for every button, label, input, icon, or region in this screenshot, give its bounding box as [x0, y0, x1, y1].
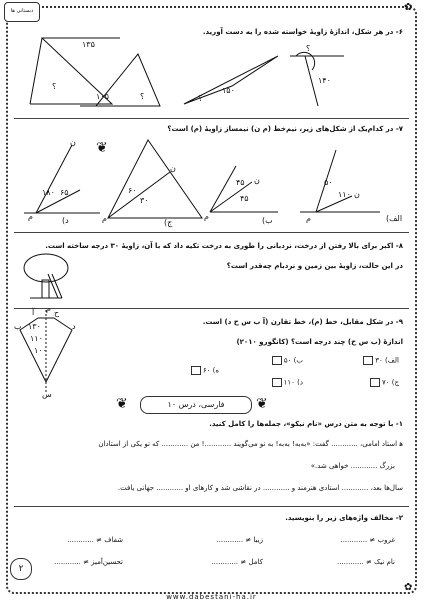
- q6-label: ؟: [140, 92, 145, 101]
- q9-option-e[interactable]: ه) ۶۰: [189, 366, 219, 375]
- q9-option-a[interactable]: الف) ۳۰: [361, 356, 399, 365]
- q7-label: ۶۰: [128, 186, 137, 195]
- divider: [14, 506, 409, 507]
- lesson-title: فارسی، درس ۱۰: [140, 396, 252, 414]
- footer-url[interactable]: www.dabestani-ha.ir: [166, 593, 257, 601]
- q6-label: ؟: [198, 94, 203, 103]
- q7-label: م: [102, 214, 107, 223]
- q8-line2: در این حالت، زاویهٔ بین زمین و نردبام چه‌قدر است؟: [226, 262, 403, 270]
- q7-label: ۴۵: [236, 178, 245, 187]
- p1-line1: ﻫ استاد امامی، ............ گفت: «به‌به! به‌به! به تو می‌گویند ............! من ............ که تو یکی از استادان: [98, 440, 403, 448]
- q9-label: آ: [32, 308, 35, 317]
- q6-text: ۶- در هر شکل، اندازهٔ زاویهٔ خواسته شده را به دست آورید.: [202, 28, 403, 36]
- q9-option-d[interactable]: د) ۱۱۰: [270, 378, 303, 387]
- q7-label: ن: [170, 164, 176, 173]
- q9-option-c[interactable]: ج) ۷۰: [368, 378, 399, 387]
- butterfly-icon: ❦: [256, 396, 268, 412]
- q7-option: الف): [386, 214, 403, 223]
- q7-label: م: [28, 212, 33, 221]
- p1-title: ۱- با توجه به متن درس «نام نیکو»، جمله‌ها را کامل کنید.: [209, 420, 403, 428]
- q6-label: ؟: [306, 44, 311, 53]
- q6-label: ۱۳۵: [82, 40, 95, 49]
- q9-line2: اندازهٔ (ب س ح) چند درجه است؟ (کانگورو ۲۰۱۰): [236, 338, 403, 346]
- flower-icon: ✿: [404, 582, 413, 593]
- q7-label: ۱۱۰: [338, 190, 351, 199]
- q7-text: ۷- در کدام‌یک از شکل‌های زیر، نیم‌خط (م ن) نیمساز زاویهٔ (م) است؟: [167, 125, 403, 133]
- q9-label: م: [46, 304, 51, 313]
- p2-title: ۲- مخالف واژه‌های زیر را بنویسید.: [285, 514, 403, 522]
- q7-option: ج): [164, 218, 173, 227]
- q6-label: ۱۴۰: [318, 76, 331, 85]
- q6-label: ۱۵۰: [222, 86, 235, 95]
- p1-line3: سال‌ها بعد، ............ استادی هنرمند و ............ در نقاشی شد و کارهای او ............ جهانی یافت.: [117, 484, 403, 492]
- antonym-item: کامل ≠ ............: [211, 558, 263, 566]
- q7-label: م: [204, 212, 209, 221]
- q9-label: ۱۱۰: [30, 334, 43, 343]
- butterfly-icon: ❦: [116, 396, 128, 412]
- q9-label: ح: [54, 308, 60, 317]
- antonym-item: تحسین‌آمیز ≠ ............: [54, 558, 123, 566]
- q9-label: ۱۳۰: [28, 322, 41, 331]
- q9-label: س: [42, 390, 52, 399]
- q7-label: ۵۰: [324, 178, 333, 187]
- q7-label: ن: [254, 176, 260, 185]
- q7-label: ۱۸۰: [42, 188, 55, 197]
- antonym-item: نام نیک ≠ ............: [337, 558, 395, 566]
- flower-icon: ✿: [404, 2, 413, 13]
- q6-label: ۱۰۵: [96, 92, 109, 101]
- q9-line1: ۹- در شکل مقابل، خط (م)، خط تقارن (آ ب س ح د) است.: [202, 318, 403, 326]
- q7-label: ۳۰: [140, 196, 149, 205]
- q6-label: ؟: [52, 82, 57, 91]
- q7-option: د): [62, 216, 69, 225]
- antonym-item: زیبا ≠ ............: [216, 536, 263, 544]
- antonym-item: شفاف ≠ ............: [67, 536, 123, 544]
- page-number: ۲: [10, 558, 32, 580]
- q9-label: د: [72, 322, 76, 331]
- q7-label: ن: [354, 190, 360, 199]
- q7-label: م: [306, 214, 311, 223]
- q7-option: ب): [262, 216, 273, 225]
- site-logo: دبستانی ها: [4, 2, 40, 22]
- p1-line2: بزرگ ............ خواهی شد.»: [310, 462, 395, 470]
- q9-option-b[interactable]: ب) ۵۰: [270, 356, 303, 365]
- antonym-item: غروب ≠ ............: [340, 536, 395, 544]
- q9-label: ب: [14, 322, 22, 331]
- q9-label: ۱۰۰: [34, 346, 47, 355]
- q7-label: ن: [70, 138, 76, 147]
- q8-line1: ۸- اکبر برای بالا رفتن از درخت، نردبانی را طوری به درخت تکیه داد که با آن، زاویهٔ ۳۰ درجه ساخته است.: [45, 242, 403, 250]
- butterfly-icon: ❦: [96, 140, 108, 156]
- q7-label: ۶۵: [60, 188, 69, 197]
- q7-label: ۴۵: [240, 194, 249, 203]
